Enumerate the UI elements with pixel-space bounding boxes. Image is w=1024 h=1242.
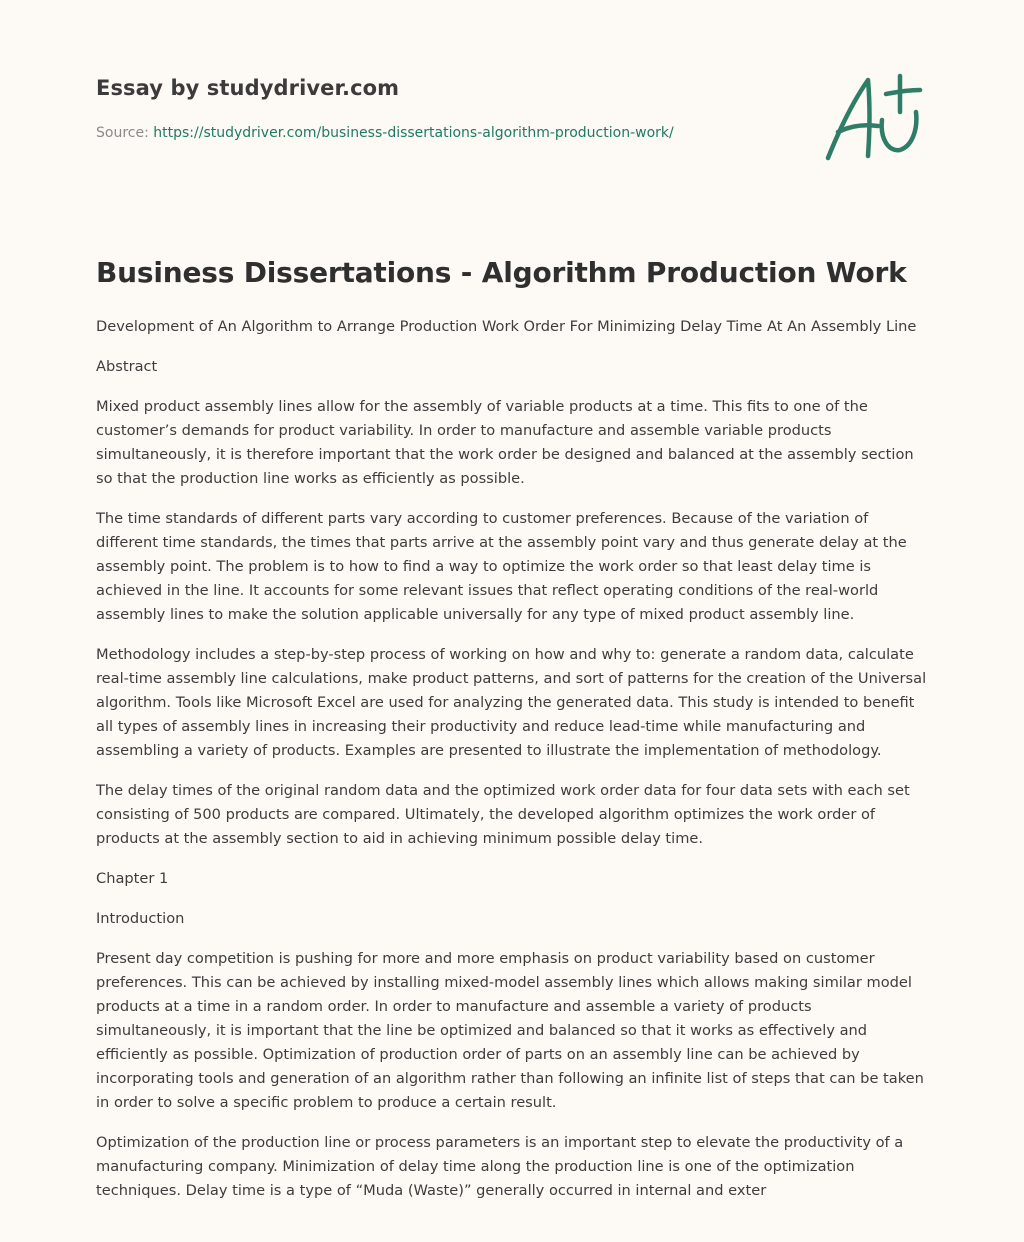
article-body (96, 315, 930, 1227)
paragraph: The time standards of different parts vary according to customer preferences. Because of the variation of different time standards, the times that parts arrive at the assembly point vary and thus generate delay at the assembly point. The problem is to how to find a way to optimize the work order so that least delay time is achieved in the line. It accounts for some relevant issues that reflect operating conditions of the real-world assembly lines to make the solution applicable universally for any type of mixed product assembly line. (96, 510, 907, 623)
brand-title: Essay by studydriver.com (96, 76, 400, 100)
source-line (96, 125, 674, 141)
page-title: Business Dissertations - Algorithm Production Work (96, 256, 907, 289)
paragraph: Mixed product assembly lines allow for the assembly of variable products at a time. This fits to one of the customer’s demands for product variability. In order to manufacture and assemble variable products simultaneously, it is therefore important that the work order be designed and balanced at the assembly section so that the production line works as efficiently as possible. (96, 398, 914, 487)
paragraph: Present day competition is pushing for more and more emphasis on product variability based on customer preferences. This can be achieved by installing mixed-model assembly lines which allows making similar model products at a time in a random order. In order to manufacture and assemble a variety of products simultaneously, it is important that the line be optimized and balanced so that it works as effectively and efficiently as possible. Optimization of production order of parts on an assembly line can be achieved by incorporating tools and generation of an algorithm rather than following an infinite list of steps that can be taken in order to solve a specific problem to produce a certain result. (96, 950, 924, 1111)
section-heading-introduction: Introduction (96, 910, 185, 927)
section-heading-abstract: Abstract (96, 358, 158, 375)
source-link[interactable]: https://studydriver.com/business-dissertations-algorithm-production-work/ (153, 125, 674, 141)
section-heading-chapter: Chapter 1 (96, 870, 169, 887)
source-label: Source: (96, 125, 149, 141)
a-plus-logo-icon (820, 68, 928, 164)
subtitle-paragraph: Development of An Algorithm to Arrange Production Work Order For Minimizing Delay Time At An Assembly Line (96, 318, 917, 335)
paragraph: Methodology includes a step-by-step process of working on how and why to: generate a random data, calculate real-time assembly line calculations, make product patterns, and sort of patterns for the creation of the Universal algorithm. Tools like Microsoft Excel are used for analyzing the generated data. This study is intended to benefit all types of assembly lines in increasing their productivity and reduce lead-time while manufacturing and assembling a variety of products. Examples are presented to illustrate the implementation of methodology. (96, 646, 927, 759)
paragraph: Optimization of the production line or process parameters is an important step to elevate the productivity of a manufacturing company. Minimization of delay time along the production line is one of the optimization techniques. Delay time is a type of “Muda (Waste)” generally occurred in internal and exter (96, 1134, 904, 1199)
paragraph: The delay times of the original random data and the optimized work order data for four data sets with each set consisting of 500 products are compared. Ultimately, the developed algorithm optimizes the work order of products at the assembly section to aid in achieving minimum possible delay time. (96, 782, 910, 847)
